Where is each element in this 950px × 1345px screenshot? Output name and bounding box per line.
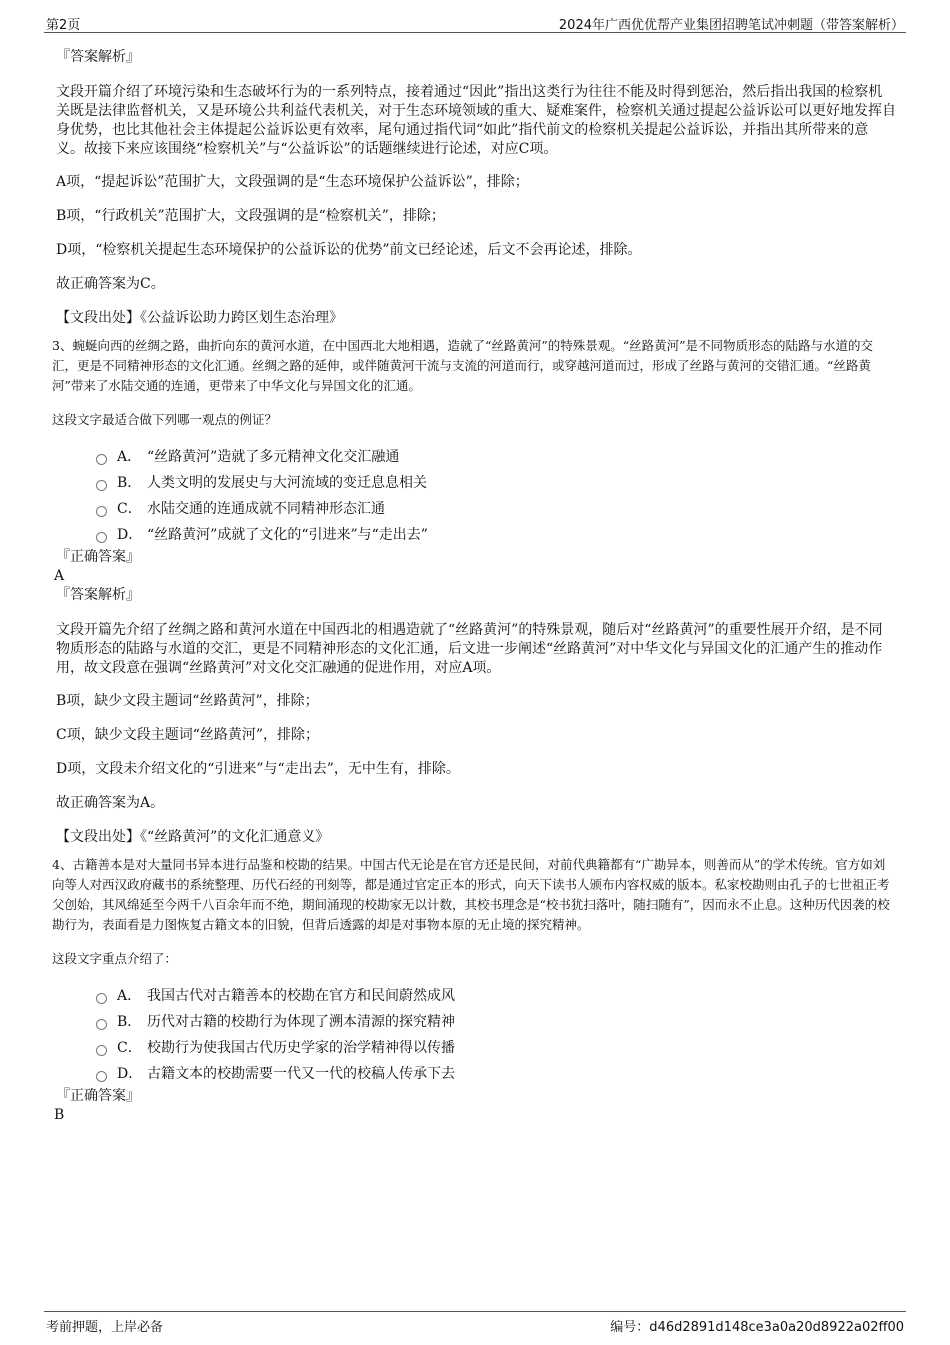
page-footer: [44, 1311, 906, 1334]
radio-icon[interactable]: [96, 480, 107, 491]
radio-icon[interactable]: [96, 1071, 107, 1082]
radio-icon[interactable]: [96, 1019, 107, 1030]
note-d: D项，文段未介绍文化的“引进来”与“走出去”，无中生有，排除。: [56, 761, 460, 777]
answer-label: 『正确答案』: [56, 1088, 140, 1104]
option-a[interactable]: A． “丝路黄河”造就了多元精神文化交汇融通: [96, 444, 896, 470]
option-a[interactable]: A． 我国古代对古籍善本的校勘在官方和民间蔚然成风: [96, 983, 896, 1009]
option-b[interactable]: B． 人类文明的发展史与大河流域的变迁息息相关: [96, 470, 896, 496]
radio-icon[interactable]: [96, 1045, 107, 1056]
analysis-label: 『答案解析』: [56, 587, 140, 603]
document-code: [610, 1316, 904, 1335]
question-3-stem: 3、蜿蜒向西的丝绸之路，曲折向东的黄河水道，在中国西北大地相遇，造就了“丝路黄河”的特殊景观。“丝路黄河”是不同物质形态的陆路与水道的交汇，更是不同精神形态的文化汇通。丝绸之路的延伸，或伴随黄河干流与支流的河道而行，或穿越河道而过，形成了丝路与黄河的交错汇通。“丝路黄河”带来了水陆交通的连通，更带来了中华文化与异国文化的汇通。: [52, 338, 874, 393]
radio-icon[interactable]: [96, 454, 107, 465]
final-answer-note: 故正确答案为C。: [56, 276, 165, 292]
answer-value: A: [54, 568, 65, 584]
analysis-text: 文段开篇介绍了环境污染和生态破坏行为的一系列特点，接着通过“因此”指出这类行为往往不能及时得到惩治，然后指出我国的检察机关既是法律监督机关，又是环境公共利益代表机关，对于生态环境领域的重大、疑难案件，检察机关通过提起公益诉讼可以更好地发挥自身优势，也比其他社会主体提起公益诉讼更有效率，尾句通过指代词“如此”指代前文的检察机关提起公益诉讼，并指出其所带来的意义。故接下来应该围绕“检察机关”与“公益诉讼”的话题继续进行论述，对应C项。: [56, 84, 896, 157]
analysis-label: 『答案解析』: [56, 49, 140, 65]
option-d[interactable]: D． “丝路黄河”成就了文化的“引进来”与“走出去”: [96, 522, 896, 548]
question-3-prompt: 这段文字最适合做下列哪一观点的例证？: [52, 412, 278, 427]
note-b: B项，缺少文段主题词“丝路黄河”，排除；: [56, 693, 319, 709]
option-c[interactable]: C． 校勘行为使我国古代历史学家的治学精神得以传播: [96, 1035, 896, 1061]
footer-slogan: 考前押题，上岸必备: [46, 1320, 164, 1335]
radio-icon[interactable]: [96, 993, 107, 1004]
note-d: D项，“检察机关提起生态环境保护的公益诉讼的优势”前文已经论述，后文不会再论述，排除。: [56, 242, 642, 258]
page-content: [52, 46, 896, 1125]
option-d[interactable]: D． 古籍文本的校勘需要一代又一代的校稿人传承下去: [96, 1061, 896, 1087]
note-c: C项，缺少文段主题词“丝路黄河”，排除；: [56, 727, 320, 743]
answer-label: 『正确答案』: [56, 549, 140, 565]
option-c[interactable]: C． 水陆交通的连通成就不同精神形态汇通: [96, 496, 896, 522]
page-header: [44, 12, 906, 33]
analysis-text: 文段开篇先介绍了丝绸之路和黄河水道在中国西北的相遇造就了“丝路黄河”的特殊景观，随后对“丝路黄河”的重要性展开介绍，是不同物质形态的陆路与水道的交汇，更是不同精神形态的文化汇通，后文进一步阐述“丝路黄河”对中华文化与异国文化的汇通产生的推动作用，故文段意在强调“丝路黄河”对文化交汇融通的促进作用，对应A项。: [56, 622, 883, 676]
final-answer-note: 故正确答案为A。: [56, 795, 165, 811]
document-title: 2024年广西优优帮产业集团招聘笔试冲刺题（带答案解析）: [558, 18, 904, 33]
radio-icon[interactable]: [96, 532, 107, 543]
answer-value: B: [54, 1107, 65, 1123]
source-line: 【文段出处】《公益诉讼助力跨区划生态治理》: [56, 310, 343, 326]
question-3-options: [56, 444, 896, 548]
note-b: B项，“行政机关”范围扩大，文段强调的是“检察机关”，排除；: [56, 208, 445, 224]
radio-icon[interactable]: [96, 506, 107, 517]
question-4-stem: 4、古籍善本是对大量同书异本进行品鉴和校勘的结果。中国古代无论是在官方还是民间，对前代典籍都有“广勘异本，则善而从”的学术传统。官方如刘向等人对西汉政府藏书的系统整理、历代石经的刊刻等，都是通过官定正本的形式，向天下读书人颁布内容权威的版本。私家校勘则由孔子的七世祖正考父创始，其风绵延至今两千八百余年而不绝，期间涌现的校勘家无以计数，其校书理念是“校书犹扫落叶，随扫随有”，因而永不止息。这种历代因袭的校勘行为，表面看是力图恢复古籍文本的旧貌，但背后透露的却是对事物本原的无止境的探究精神。: [52, 857, 890, 932]
code-label: 编号：: [610, 1320, 650, 1335]
question-4-prompt: 这段文字重点介绍了：: [52, 951, 178, 966]
source-line: 【文段出处】《“丝路黄河”的文化汇通意义》: [56, 829, 330, 845]
note-a: A项，“提起诉讼”范围扩大，文段强调的是“生态环境保护公益诉讼”，排除；: [56, 174, 529, 190]
option-b[interactable]: B． 历代对古籍的校勘行为体现了溯本清源的探究精神: [96, 1009, 896, 1035]
question-4-options: [56, 983, 896, 1087]
page-number: 第2页: [46, 18, 81, 33]
code-value: d46d2891d148ce3a0a20d8922a02ff00: [649, 1320, 904, 1335]
